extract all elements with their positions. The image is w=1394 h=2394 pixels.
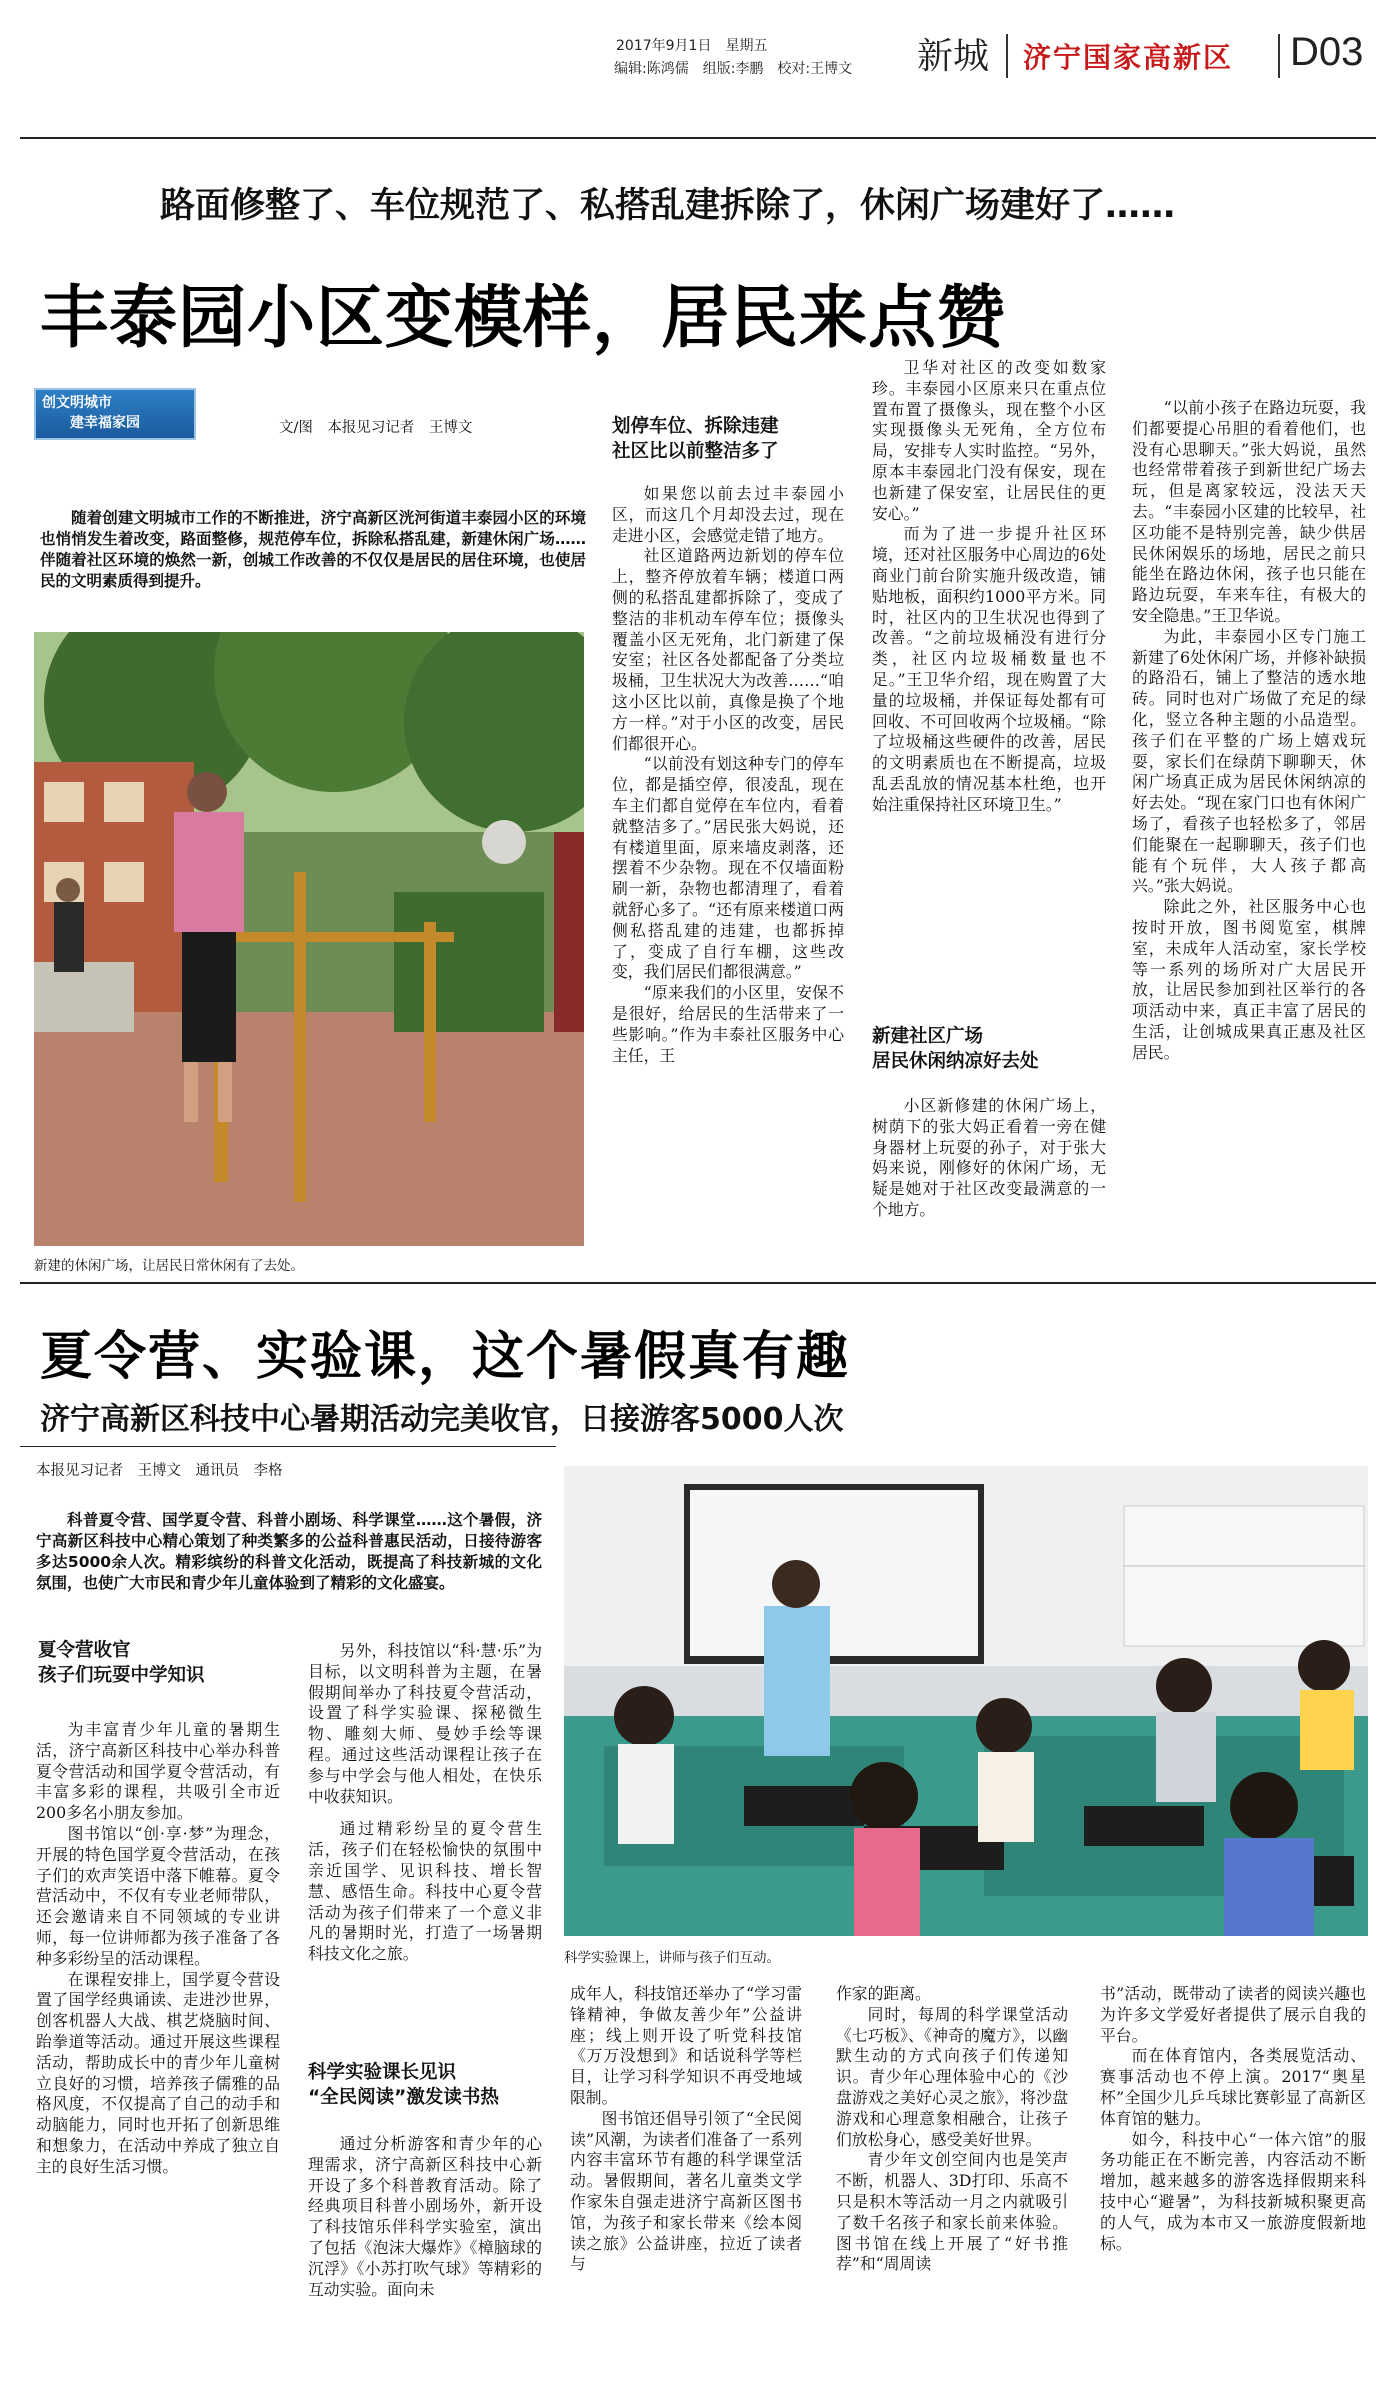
paragraph: 为丰富青少年儿童的暑期生活，济宁高新区科技中心举办科普夏令营活动和国学夏令营活动，有丰富多彩的课程，共吸引全市近200多名小朋友参加。 <box>36 1720 280 1823</box>
story1-column-3b <box>872 1096 1106 1221</box>
story2-lead <box>36 1510 542 1594</box>
paragraph: 如今，科技中心“一体六馆”的服务功能正在不断完善，内容活动不断增加，越来越多的游客选择假期来科技中心“避暑”，为科技新城积聚更高的人气，成为本市又一旅游度假新地标。 <box>1100 2129 1366 2253</box>
story2-column-3 <box>570 1984 802 2275</box>
paragraph: 青少年文创空间内也是笑声不断，机器人、3D打印、乐高不只是积木等活动一月之内就吸引了数千名孩子和家长前来体验。图书馆在线上开展了“好书推荐”和“周周读 <box>836 2150 1068 2274</box>
story1-photo-caption: 新建的休闲广场，让居民日常休闲有了去处。 <box>34 1258 304 1274</box>
story2-headline: 夏令营、实验课，这个暑假真有趣 <box>40 1327 851 1387</box>
paragraph: 为此，丰泰园小区专门施工新建了6处休闲广场，并修补缺损的路沿石，铺上了整洁的透水地砖。同时也对广场做了充足的绿化，竖立各种主题的小品造型。孩子们在平整的广场上嬉戏玩耍，家长们在绿荫下聊聊天，休闲广场真正成为居民休闲纳凉的好去处。“现在家门口也有休闲广场了，看孩子也轻松多了，邻居们能聚在一起聊聊天，孩子们也能有个玩伴，大人孩子都高兴。”张大妈说。 <box>1132 626 1366 896</box>
paragraph: 图书馆以“创·享·梦”为理念，开展的特色国学夏令营活动，在孩子们的欢声笑语中落下帷幕。夏令营活动中，不仅有专业老师带队，还会邀请来自不同领域的专业讲师，每一位讲师都为孩子准备了各种多彩纷呈的活动课程。 <box>36 1823 280 1968</box>
paragraph: “以前没有划这种专门的停车位，都是插空停，很凌乱，现在车主们都自觉停在车位内，看着就整洁多了。”居民张大妈说，还有楼道里面，原来墙皮剥落，还摆着不少杂物。现在不仅墙面粉刷一新，杂物也都清理了，看着就舒心多了。“还有原来楼道口两侧私搭乱建的违建，也都拆掉了，变成了自行车棚，这些改变，我们居民们都很满意。” <box>612 754 844 982</box>
logo-line: 建幸福家园 <box>70 415 140 431</box>
paragraph: 而为了进一步提升社区环境，还对社区服务中心周边的6处商业门前台阶实施升级改造，铺贴地板，面积约1000平方米。同时，社区内的卫生状况也得到了改善。“之前垃圾桶没有进行分类，社区内垃圾桶数量也不足。”王卫华介绍，现在购置了大量的垃圾桶，并保证每处都有可回收、不可回收两个垃圾桶。“除了垃圾桶这些硬件的改善，居民的文明素质也在不断提高，垃圾乱丢乱放的情况基本杜绝，也开始注重保持社区环境卫生。” <box>872 524 1106 814</box>
paragraph: 小区新修建的休闲广场上，树荫下的张大妈正看着一旁在健身器材上玩耍的孙子，对于张大妈来说，刚修好的休闲广场，无疑是她对于社区改变最满意的一个地方。 <box>872 1096 1106 1219</box>
paragraph: 除此之外，社区服务中心也按时开放，图书阅览室，棋牌室，未成年人活动室，家长学校等一系列的场所对广大居民开放，让居民参加到社区举行的各项活动中来，真正丰富了居民的生活，让创城成果真正惠及社区居民。 <box>1132 897 1366 1062</box>
paragraph: 社区道路两边新划的停车位上，整齐停放着车辆；楼道口两侧的私搭乱建都拆除了，变成了整洁的非机动车停车位；摄像头覆盖小区无死角，北门新建了保安室；社区各处都配备了分类垃圾桶，卫生状况大为改善……“咱这小区比以前，真像是换了个地方一样。”对于小区的改变，居民们都很开心。 <box>612 546 844 753</box>
story2-column-1 <box>36 1720 280 2178</box>
story2-column-5 <box>1100 1984 1366 2254</box>
story2-photo <box>564 1466 1368 1936</box>
page-number: D03 <box>1290 30 1364 74</box>
masthead-divider <box>1278 34 1280 78</box>
fitness-square-image <box>34 632 584 1246</box>
paragraph: 书”活动，既带动了读者的阅读兴趣也为许多文学爱好者提供了展示自我的平台。 <box>1100 1984 1366 2045</box>
byline-rule <box>20 1446 556 1447</box>
story2-column-2 <box>308 1641 542 1965</box>
paragraph: 卫华对社区的改变如数家珍。丰泰园小区原来只在重点位置布置了摄像头，现在整个小区实现摄像头无死角，全方位布局，安排专人实时监控。“另外，原本丰泰园北门没有保安，现在也新建了保安室，让居民住的更安心。” <box>872 358 1106 523</box>
story2-byline: 本报见习记者 王博文 通讯员 李格 <box>36 1463 283 1479</box>
section-name: 新城 <box>917 36 990 77</box>
masthead-divider <box>1006 34 1008 78</box>
story1-kicker: 路面修整了、车位规范了、私搭乱建拆除了，休闲广场建好了…… <box>160 186 1176 226</box>
lead-paragraph: 随着创建文明城市工作的不断推进，济宁高新区洸河街道丰泰园小区的环境也悄悄发生着改变，路面整修，规范停车位，拆除私搭乱建，新建休闲广场……伴随着社区环境的焕然一新，创城工作改善的不仅仅是居民的居住环境，也使居民的文明素质得到提升。 <box>40 509 586 590</box>
issue-date: 2017年9月1日 星期五 <box>616 38 768 54</box>
paragraph: 成年人，科技馆还举办了“学习雷锋精神，争做友善少年”公益讲座；线上则开设了听党科技馆《万万没想到》和话说科学等栏目，让学习科学知识不再受地域限制。 <box>570 1984 802 2107</box>
paragraph: 作家的距离。 <box>836 1984 931 2003</box>
editors-line: 编辑:陈鸿儒 组版:李鹏 校对:王博文 <box>614 61 853 77</box>
story1-byline: 文/图 本报见习记者 王博文 <box>279 420 473 436</box>
story2-subhead: 济宁高新区科技中心暑期活动完美收官，日接游客5000人次 <box>40 1402 844 1437</box>
masthead-rule <box>20 137 1376 139</box>
story1-subhead-parking: 划停车位、拆除违建 社区比以前整洁多了 <box>612 416 779 462</box>
story1-photo <box>34 632 584 1246</box>
story1-lead <box>40 508 586 592</box>
paragraph: 图书馆还倡导引领了“全民阅读”风潮，为读者们准备了一系列内容丰富环节有趣的科学课堂活动。暑假期间，著名儿童类文学作家朱自强走进济宁高新区图书馆，为孩子和家长带来《绘本阅读之旅》公益讲座，拉近了读者与 <box>570 2108 802 2274</box>
civilization-logo <box>34 388 196 440</box>
story2-column-2b <box>308 2134 542 2300</box>
paragraph: 而在体育馆内，各类展览活动、赛事活动也不停上演。2017“奥星杯”全国少儿乒乓球比赛彰显了高新区体育馆的魅力。 <box>1100 2046 1366 2128</box>
paragraph: 通过精彩纷呈的夏令营生活，孩子们在轻松愉快的氛围中亲近国学、见识科技、增长智慧、感悟生命。科技中心夏令营活动为孩子们带来了一个意义非凡的暑期时光，打造了一场暑期科技文化之旅。 <box>308 1819 542 1964</box>
story2-column-4 <box>836 1984 1068 2275</box>
story2-subhead-camp: 夏令营收官 孩子们玩耍中学知识 <box>38 1640 205 1686</box>
story1-column-2 <box>612 484 844 1066</box>
paragraph: 同时，每周的科学课堂活动《七巧板》、《神奇的魔方》，以幽默生动的方式向孩子们传递知识。青少年心理体验中心的《沙盘游戏之美好心灵之旅》，将沙盘游戏和心理意象相融合，让孩子们放松身心，感受美好世界。 <box>836 2004 1068 2149</box>
paragraph: 另外，科技馆以“科·慧·乐”为目标，以文明科普为主题，在暑假期间举办了科技夏令营活动，设置了科学实验课、探秘微生物、雕刻大师、曼妙手绘等课程。通过这些活动课程让孩子在参与中学会与他人相处，在快乐中收获知识。 <box>308 1641 542 1806</box>
story2-photo-caption: 科学实验课上，讲师与孩子们互动。 <box>564 1950 780 1966</box>
brand-logo: 济宁国家高新区 <box>1023 41 1234 74</box>
science-class-image <box>564 1466 1368 1936</box>
logo-line: 创文明城市 <box>42 395 112 411</box>
story1-column-3 <box>872 358 1106 816</box>
paragraph: 在课程安排上，国学夏令营设置了国学经典诵读、走进沙世界，创客机器人大战、棋艺烧脑时间、跆拳道等活动。通过开展这些课程活动，帮助成长中的青少年儿童树立良好的习惯，培养孩子儒雅的品格风度，不仅提高了自己的动手和动脑能力，同时也开拓了创新思维和想象力，在活动中养成了独立自主的良好生活习惯。 <box>36 1969 280 2176</box>
story1-headline: 丰泰园小区变模样，居民来点赞 <box>40 279 1007 358</box>
story2-subhead-reading: 科学实验课长见识 “全民阅读”激发读书热 <box>308 2062 499 2108</box>
paragraph: “原来我们的小区里，安保不是很好，给居民的生活带来了一些影响。”作为丰泰社区服务中心主任，王 <box>612 983 844 1065</box>
paragraph: 如果您以前去过丰泰园小区，而这几个月却没去过，现在走进小区，会感觉走错了地方。 <box>612 484 844 545</box>
paragraph: 通过分析游客和青少年的心理需求，济宁高新区科技中心新开设了多个科普教育活动。除了经典项目科普小剧场外，新开设了科技馆乐伴科学实验室，演出了包括《泡沫大爆炸》《樟脑球的沉浮》《小苏打吹气球》等精彩的互动实验。面向未 <box>308 2134 542 2299</box>
story1-subhead-square: 新建社区广场 居民休闲纳凉好去处 <box>872 1026 1039 1072</box>
story1-column-4 <box>1132 398 1366 1064</box>
lead-paragraph: 科普夏令营、国学夏令营、科普小剧场、科学课堂……这个暑假，济宁高新区科技中心精心策划了种类繁多的公益科普惠民活动，日接待游客多达5000余人次。精彩缤纷的科普文化活动，既提高了科技新城的文化氛围，也使广大市民和青少年儿童体验到了精彩的文化盛宴。 <box>36 1511 542 1592</box>
story-divider <box>20 1282 1376 1284</box>
paragraph: “以前小孩子在路边玩耍，我们都要提心吊胆的看着他们，也没有心思聊天。”张大妈说，虽然也经常带着孩子到新世纪广场去玩，但是离家较远，没法天天去。“丰泰园小区建的比较早，社区功能不是特别完善，缺少供居民休闲娱乐的场地，居民之前只能坐在路边休闲，孩子也只能在路边玩耍，车来车往，有极大的安全隐患。”王卫华说。 <box>1132 398 1366 625</box>
